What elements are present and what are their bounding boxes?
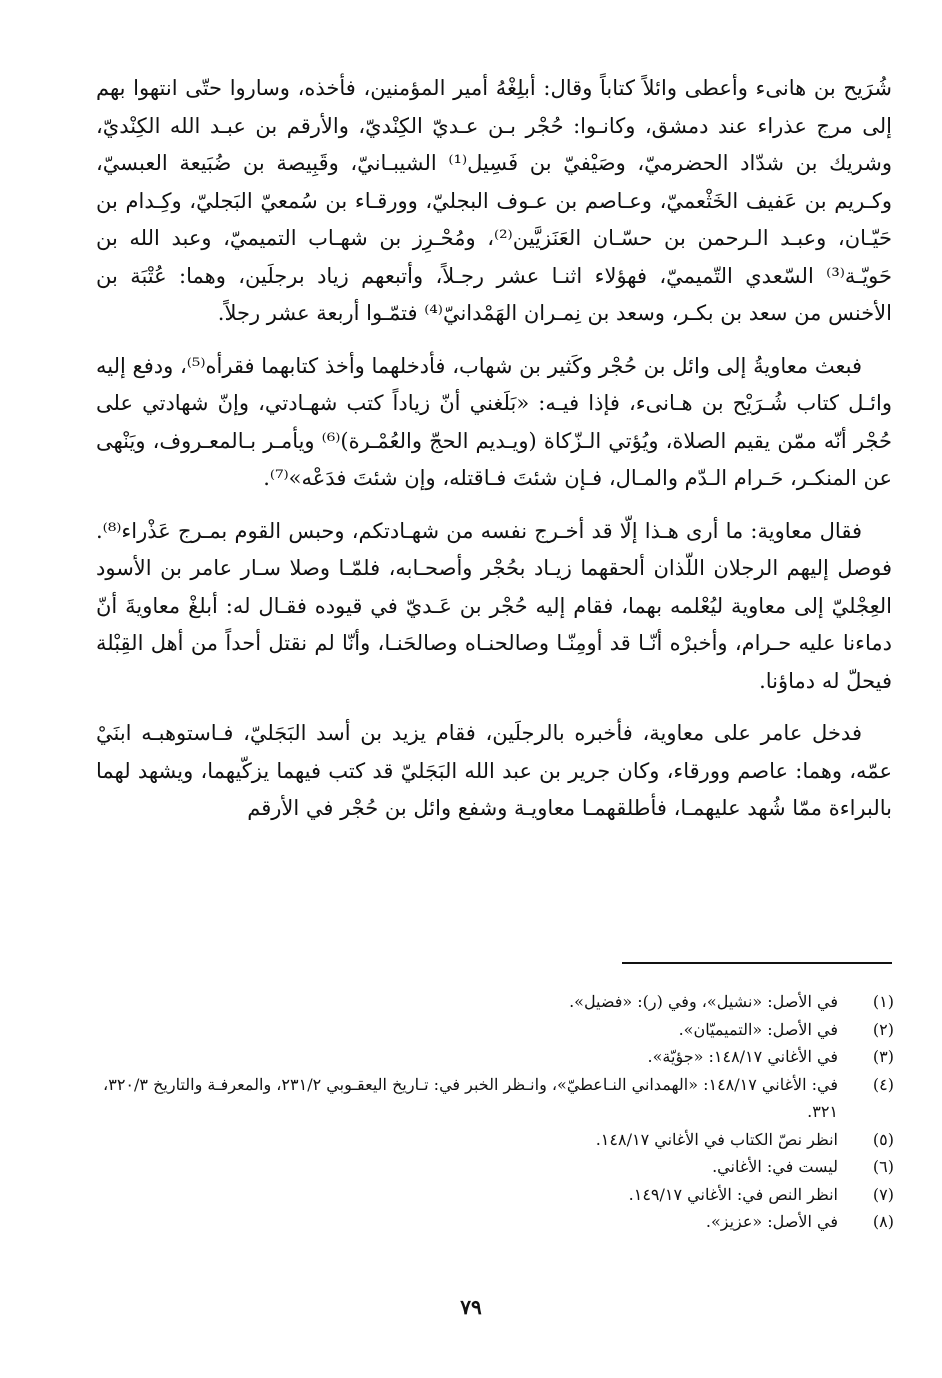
footnote	[88, 1071, 894, 1126]
main-text	[96, 70, 892, 843]
paragraph-1: شُرَيح بن هانىء وأعطى وائلاً كتاباً وقال: أبلِغْهُ أمير المؤمنين، فأخذه، وساروا حتّى انتهوا بهم إلى مرج عذراء عند دمشق، وكانـوا: حُجْر بـن عـديّ الكِنْديّ، والأرقم بن عبـد الله الكِنْديّ، وشريك بن شدّاد الحضرميّ، وصَيْفيّ بن فَسِيل⁽¹⁾ الشيبـانيّ، وقَبِيصة بن ضُبَيعة العبسيّ، وكـريم بن عَفيف الخَثْعميّ، وعـاصم بن عـوف البجليّ، وورقـاء بن سُمعيّ البَجليّ، وكِـدام بن حَيّـان، وعبـد الـرحمن بن حسّـان العَنَزيَّين⁽²⁾، ومُحْـرِز بن شهـاب التميميّ، وعبد الله بن حَويّـة⁽³⁾ السّعدي التّميميّ، فهؤلاء اثنـا عشر رجـلاً، وأتبعهم زياد برجلَين، وهما: عُتْبَة بن الأخنس من سعد بن بكـر، وسعد بن نِمـران الهَمْدانيّ⁽⁴⁾ فتمّـوا أربعة عشر رجلاً.	[96, 76, 892, 325]
footnote-text: انظر نصّ الكتاب في الأغاني ١٤٨/١٧.	[595, 1129, 838, 1149]
footnote-separator	[622, 962, 892, 964]
footnote	[88, 1126, 894, 1154]
footnote-number: (١)	[872, 992, 894, 1011]
page-number: ٧٩	[460, 1295, 482, 1319]
footnote-number: (٣)	[872, 1047, 894, 1066]
footnote-number: (٨)	[872, 1212, 894, 1231]
footnote-text: في الأصل: «نشيل»، وفي (ر): «فضيل».	[569, 992, 838, 1011]
footnote	[88, 1153, 894, 1181]
paragraph-3: فقال معاوية: ما أرى هـذا إلّا قد أخـرج نفسه من شهـادتكم، وحبس القوم بمـرج عَذْراء⁽⁸⁾. فوصل إليهم الرجلان اللّذان ألحقهما زيـاد بحُجْر وأصحـابه، فلمّـا وصلا سـار عامر بن الأسود العِجْليّ إلى معاوية ليُعْلمه بهما، فقام إليه حُجْر بن عَـديّ في قيوده فقـال له: أبلغْ معاويةَ أنّ دماءنا عليه حـرام، وأخبرْه أنّـا قد أومِنّـا وصالحنـاه وصالحَنـا، وأنّا لم نقتل أحداً من أهل القِبْلة فيحلّ له دماؤنا.	[96, 518, 892, 693]
footnote-text: في الأصل: «التميميّان».	[678, 1019, 838, 1039]
footnotes	[88, 988, 894, 1236]
footnote	[88, 988, 894, 1016]
footnote	[88, 1208, 894, 1236]
footnote-number: (٦)	[872, 1157, 894, 1176]
footnote-number: (٤)	[872, 1074, 894, 1094]
footnote-text: ليست في: الأغاني.	[712, 1157, 838, 1176]
footnote-text: انظر النص في: الأغاني ١٤٩/١٧.	[628, 1184, 838, 1204]
footnote-number: (٥)	[872, 1129, 894, 1149]
footnote-text: في: الأغاني ١٤٨/١٧: «الهمداني النـاعطيّ»، وانـظر الخبر في: تـاريخ اليعقـوبي ٢٣١/٢، والمعرفـة والتاريخ ٣٢٠/٣، ٣٢١.	[103, 1074, 838, 1121]
paragraph-4: فدخل عامر على معاوية، فأخبره بالرجلَين، فقام يزيد بن أسد البَجَليّ، فـاستوهبـه ابنَيْ عمّه، وهما: عاصم وورقاء، وكان جرير بن عبد الله البَجَليّ قد كتب فيهما يزكّيهما، ويشهد لهما بالبراءة ممّا شُهد عليهمـا، فأطلقهمـا معاويـة وشفع وائل بن حُجْر في الأرقم	[96, 721, 892, 820]
footnote	[88, 1016, 894, 1044]
footnote	[88, 1181, 894, 1209]
footnote-number: (٧)	[872, 1184, 894, 1204]
footnote-number: (٢)	[872, 1019, 894, 1039]
footnote-text: في الأصل: «عزيز».	[705, 1212, 838, 1231]
footnote-text: في الأغاني ١٤٨/١٧: «جؤيّة».	[647, 1047, 838, 1066]
footnote	[88, 1043, 894, 1071]
paragraph-2: فبعث معاويةُ إلى وائل بن حُجْر وكَثير بن شهاب، فأدخلهما وأخذ كتابهما فقرأه⁽⁵⁾، ودفع إليه وائـل كتاب شُـرَيْح بن هـانىء، فإذا فيـه: «بَلَغني أنّ زياداً كتب شهـادتي، وإنّ شهادتي على حُجْر أنّه ممّن يقيم الصلاة، ويُؤتي الـزّكاة (ويـديم الحجّ والعُمْـرة)⁽⁶⁾ ويأمـر بـالمعـروف، ويَنْهى عن المنكـر، حَـرام الـدّم والمـال، فـإن شئتَ فـاقتله، وإن شئتَ فدَعْه»⁽⁷⁾.	[96, 353, 892, 490]
